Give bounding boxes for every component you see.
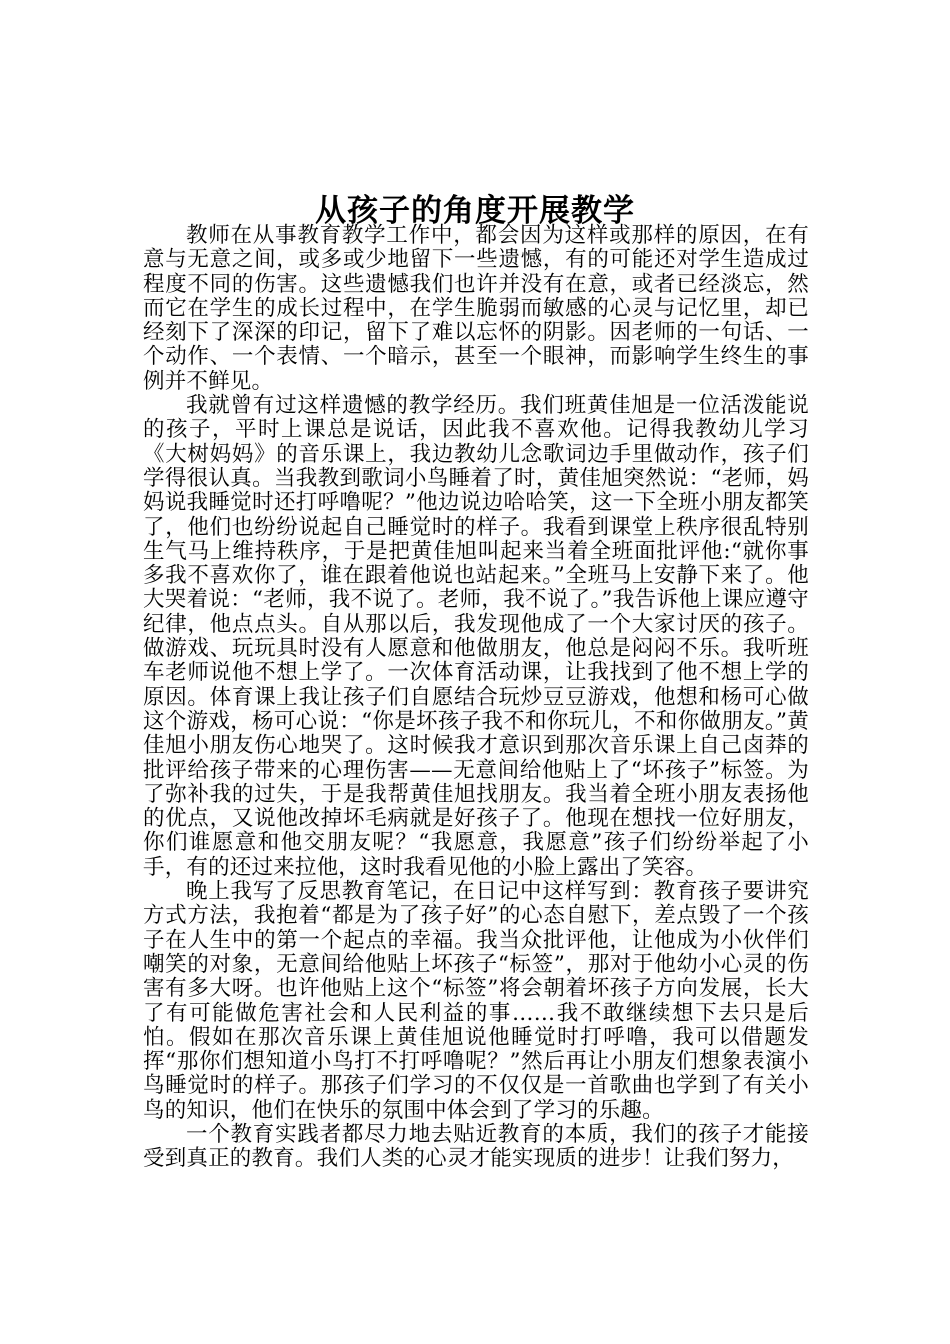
paragraph-4: 一个教育实践者都尽力地去贴近教育的本质，我们的孩子才能接受到真正的教育。我们人类的心灵才能实现质的进步！让我们努力， xyxy=(143,1121,809,1172)
document-body xyxy=(143,224,809,1172)
paragraph-2: 我就曾有过这样遗憾的教学经历。我们班黄佳旭是一位活泼能说的孩子，平时上课总是说话，因此我不喜欢他。记得我教幼儿学习《大树妈妈》的音乐课上，我边教幼儿念歌词边手里做动作，孩子们学得很认真。当我教到歌词小鸟睡着了时，黄佳旭突然说：“老师，妈妈说我睡觉时还打呼噜呢？”他边说边哈哈笑，这一下全班小朋友都笑了，他们也纷纷说起自己睡觉时的样子。我看到课堂上秩序很乱特别生气马上维持秩序，于是把黄佳旭叫起来当着全班面批评他:“就你事多我不喜欢你了，谁在跟着他说也站起来。”全班马上安静下来了。他大哭着说：“老师，我不说了。老师，我不说了。”我告诉他上课应遵守纪律，他点点头。自从那以后，我发现他成了一个大家讨厌的孩子。做游戏、玩玩具时没有人愿意和他做朋友，他总是闷闷不乐。我听班车老师说他不想上学了。一次体育活动课，让我找到了他不想上学的原因。体育课上我让孩子们自愿结合玩炒豆豆游戏，他想和杨可心做这个游戏，杨可心说：“你是坏孩子我不和你玩儿，不和你做朋友。”黄佳旭小朋友伤心地哭了。这时候我才意识到那次音乐课上自己卤莽的批评给孩子带来的心理伤害——无意间给他贴上了“坏孩子”标签。为了弥补我的过失，于是我帮黄佳旭找朋友。我当着全班小朋友表扬他的优点，又说他改掉坏毛病就是好孩子了。他现在想找一位好朋友，你们谁愿意和他交朋友呢？“我愿意，我愿意”孩子们纷纷举起了小手，有的还过来拉他，这时我看见他的小脸上露出了笑容。 xyxy=(143,393,809,880)
paragraph-3: 晚上我写了反思教育笔记，在日记中这样写到：教育孩子要讲究方式方法，我抱着“都是为了孩子好”的心态自慰下，差点毁了一个孩子在人生中的第一个起点的幸福。我当众批评他，让他成为小伙伴们嘲笑的对象，无意间给他贴上坏孩子“标签”，那对于他幼小心灵的伤害有多大呀。也许他贴上这个“标签”将会朝着坏孩子方向发展，长大了有可能做危害社会和人民利益的事……我不敢继续想下去只是后怕。假如在那次音乐课上黄佳旭说他睡觉时打呼噜，我可以借题发挥“那你们想知道小鸟打不打呼噜呢？”然后再让小朋友们想象表演小鸟睡觉时的样子。那孩子们学习的不仅仅是一首歌曲也学到了有关小鸟的知识，他们在快乐的氛围中体会到了学习的乐趣。 xyxy=(143,879,809,1123)
document-title: 从孩子的角度开展教学 xyxy=(315,192,635,229)
paragraph-1: 教师在从事教育教学工作中，都会因为这样或那样的原因，在有意与无意之间，或多或少地留下一些遗憾，有的可能还对学生造成过程度不同的伤害。这些遗憾我们也许并没有在意，或者已经淡忘，然而它在学生的成长过程中，在学生脆弱而敏感的心灵与记忆里，却已经刻下了深深的印记，留下了难以忘怀的阴影。因老师的一句话、一个动作、一个表情、一个暗示，甚至一个眼神，而影响学生终生的事例并不鲜见。 xyxy=(143,223,809,394)
